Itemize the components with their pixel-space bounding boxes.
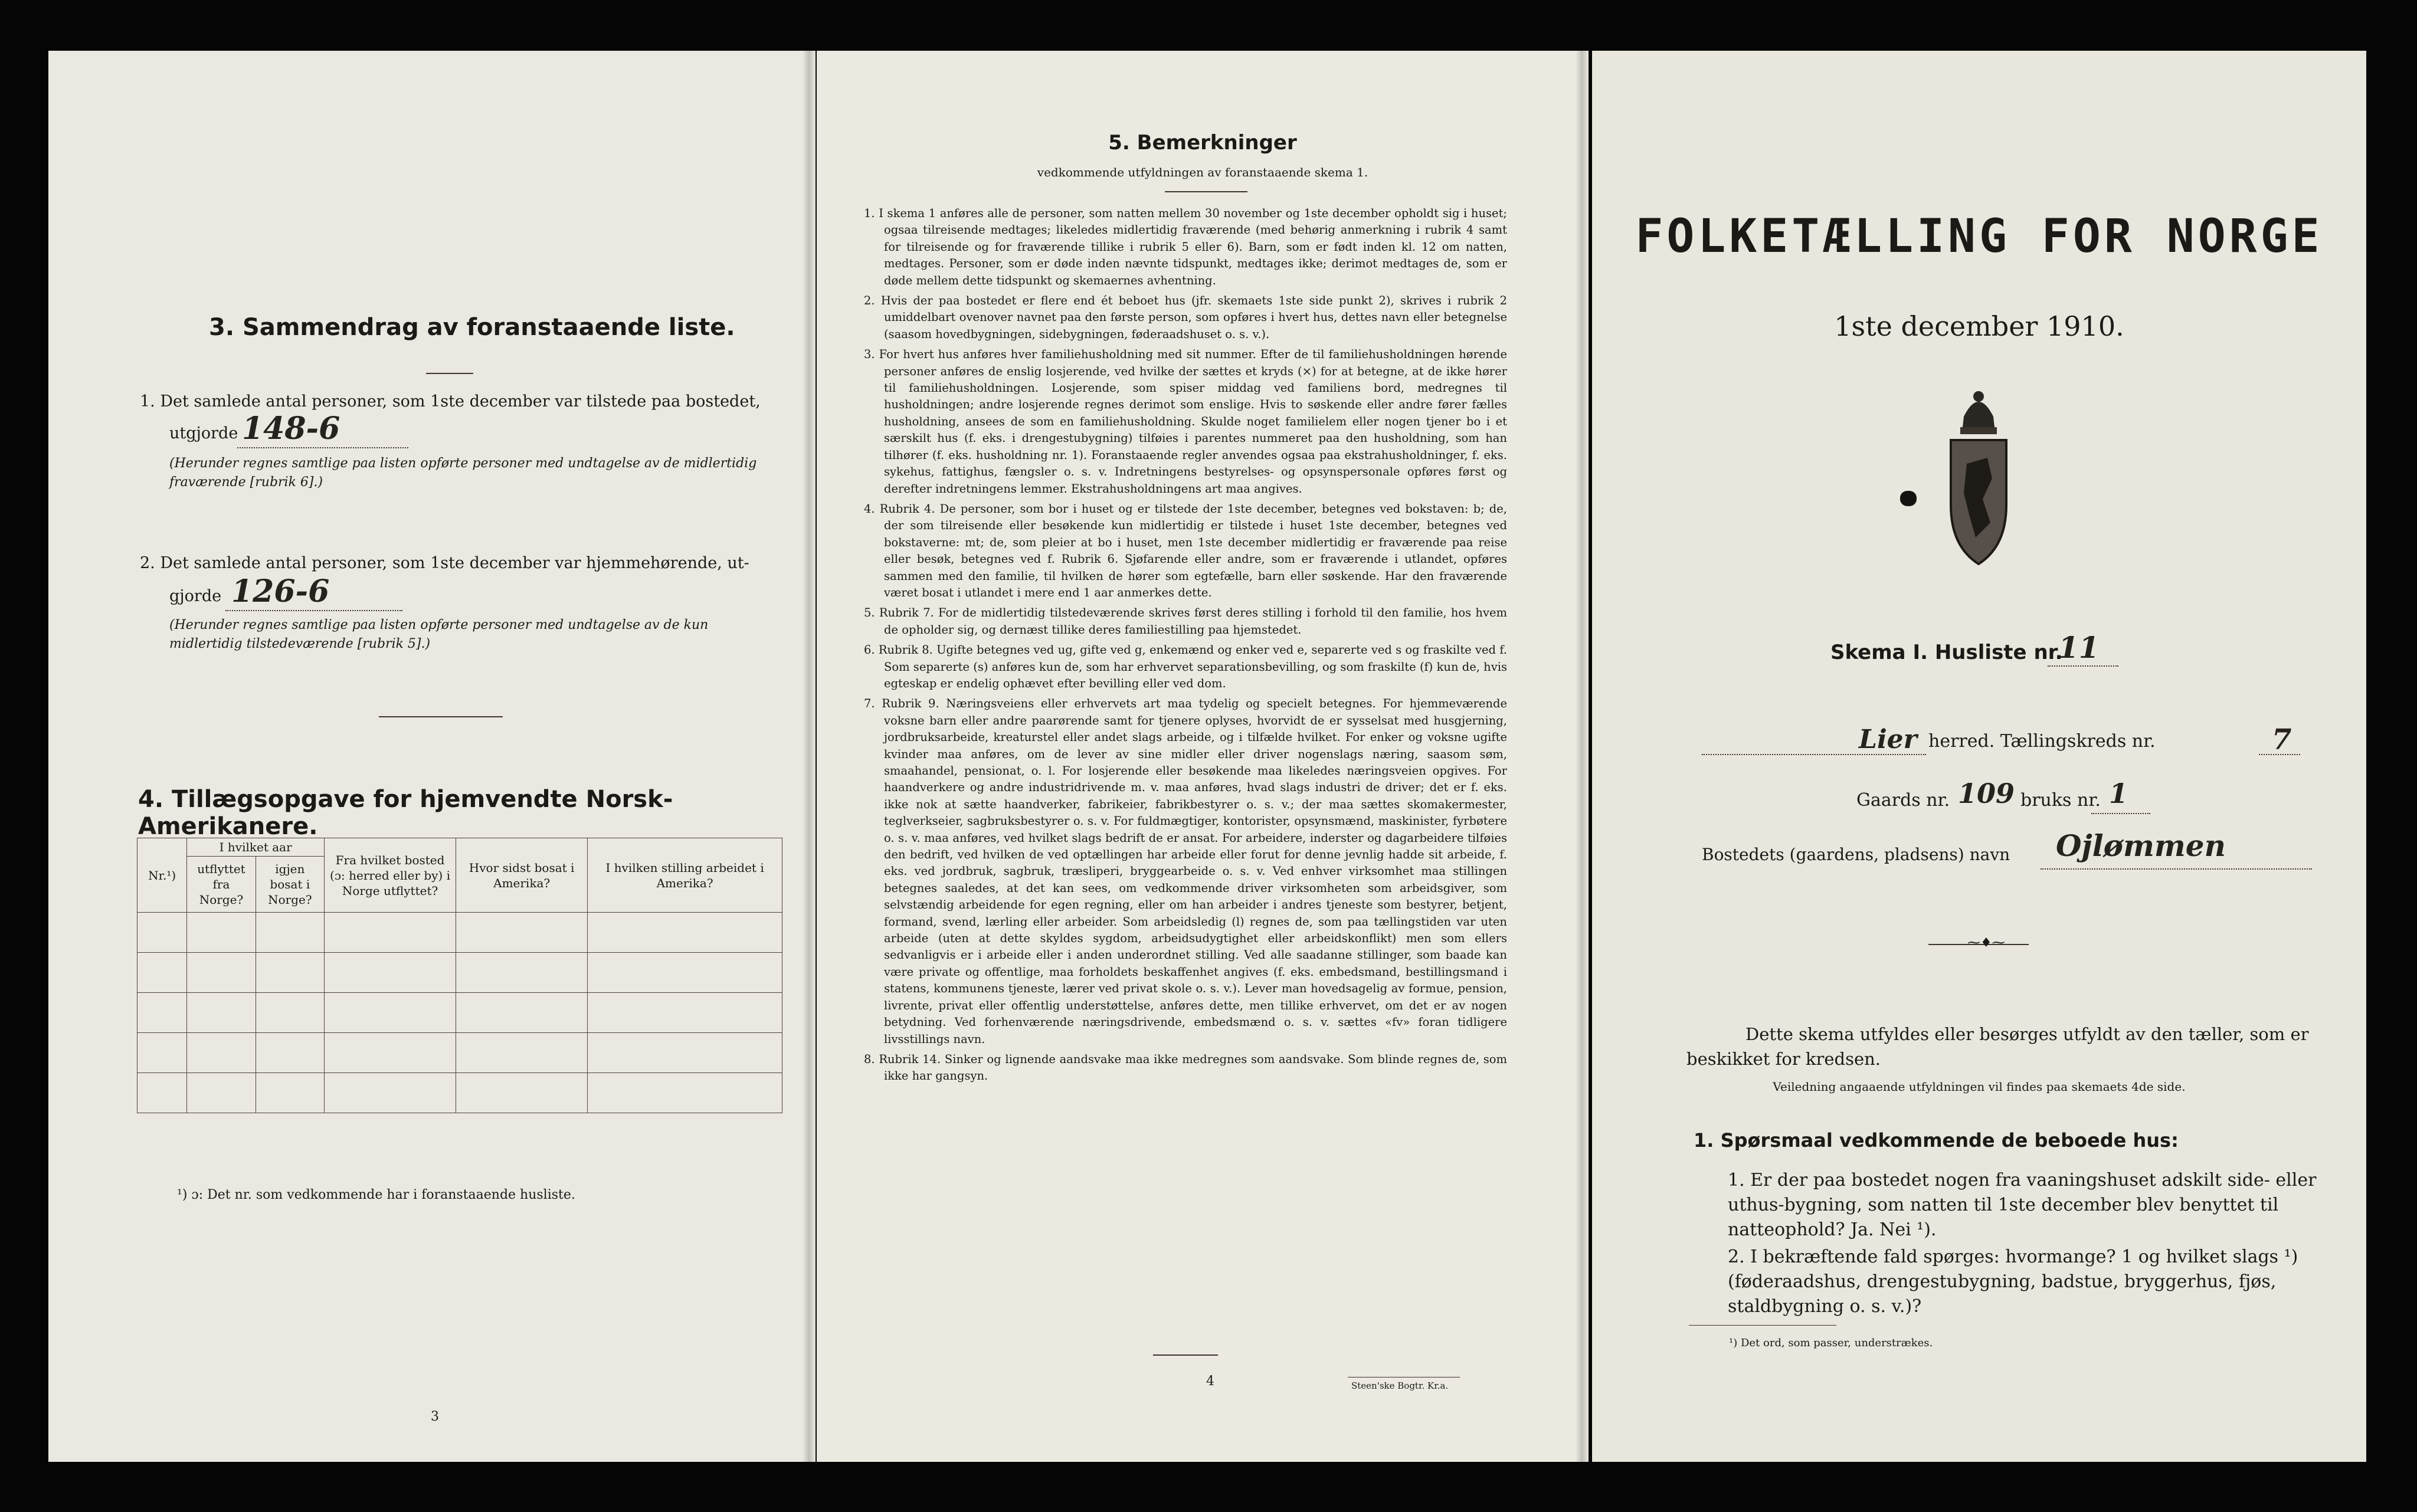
page-fold bbox=[803, 51, 816, 1462]
remark-6: 6. Rubrik 8. Ugifte betegnes ved ug, gifte ved g, enkemænd og enker ved e, separerte ved s og fraskilte ved f. Som separerte (s) anføres kun de, som har erhvervet separationsbevilling, og som fraskilte (f) kun de, hvis egteskap er endelig ophævet efter bevilling eller ved dom. bbox=[864, 643, 1507, 690]
page-fold bbox=[1576, 51, 1589, 1462]
dotted-line bbox=[2048, 665, 2118, 667]
gaards-label: Gaards nr. bbox=[1856, 790, 1950, 811]
bosted-label: Bostedets (gaardens, pladsens) navn bbox=[1702, 845, 2010, 864]
divider bbox=[1153, 1354, 1218, 1356]
remark-2: 2. Hvis der paa bostedet er flere end ét beboet hus (jfr. skemaets 1ste side punkt 2), skrives i rubrik 2 umiddelbart ovenover navnet paa den første person, som opføres i hvert hus, dettes navn eller betegnelse (saasom hovedbygningen, sidebygningen, føderaadshuset o. s. v.). bbox=[864, 294, 1507, 341]
footnote-rule bbox=[1689, 1325, 1836, 1326]
item-2-note: (Herunder regnes samtlige paa listen opførte personer med undtagelse av de kun midlertidig tilstedeværende [rubrik 5].) bbox=[169, 618, 709, 651]
section-4-title: 4. Tillægsopgave for hjemvendte Norsk-Amerikanere. bbox=[138, 786, 673, 840]
remarks-subtitle: vedkommende utfyldningen av foranstaaende skema 1. bbox=[1037, 165, 1368, 179]
item-2-label: gjorde bbox=[169, 587, 222, 605]
col-igjen: igjen bosat i Norge? bbox=[256, 857, 324, 913]
norsk-amerikanere-table bbox=[137, 838, 782, 1113]
page-4 bbox=[817, 51, 1589, 1462]
remarks-list bbox=[864, 205, 1507, 1088]
remark-5: 5. Rubrik 7. For de midlertidig tilstedeværende skrives først deres stilling i forhold til den familie, hos hvem de opholder sig, og dernæst tillike deres familiestilling paa hjemstedet. bbox=[864, 606, 1507, 637]
question-1: 1. Er der paa bostedet nogen fra vaaningshuset adskilt side- eller uthus-bygning, som natten til 1ste december blev benyttet til natteophold? Ja. Nei ¹). bbox=[1728, 1170, 2317, 1240]
bruks-number: 1 bbox=[2109, 778, 2128, 809]
remark-7: 7. Rubrik 9. Næringsveiens eller erhvervets art maa tydelig og specielt betegnes. For hjemmeværende voksne barn eller andre paarørende samt for tjenere oplyses, hvorvidt de er sysselsat med husgjerning, jordbruksarbeide, kreaturstel eller andet slags arbeide, og i tilfælde hvilket. For enker og voksne ugifte kvinder maa anføres, om de lever av sine midler eller driver nogenslags næring, saasom søm, smaahandel, pensionat, o. l. For losjerende eller besøkende maa likeledes næringsveien opgives. For haandverkere og andre industridrivende m. v. maa anføres, hvad slags industri de driver; det er f. eks. ikke nok at sætte haandverker, fabrikeier, fabrikbestyrer o. s. v.; der maa sættes skomakermester, teglverkseier, sagbruksbestyrer o. s. v. For fuldmægtiger, kontorister, opsynsmænd, maskinister, fyrbøtere o. s. v. maa anføres, ved hvilket slags bedrift de er ansat. For arbeidere, inderster og dagarbeidere tilføies den bedrift, ved hvilken de ved optællingen har arbeide eller forut for denne jevnlig hadde sit arbeide, f. eks. ved jordbruk, sagbruk, træsliperi, bryggearbeide o. s. v. Ved enhver virksomhet maa stillingen betegnes saaledes, at det kan sees, om vedkommende driver virksomheten som arbeidsgiver, som selvstændig arbeidende for egen regning, eller om han arbeider i andres tjeneste som bestyrer, betjent, formand, svend, lærling eller arbeider. Som arbeidsledig (l) regnes de, som paa tællingstiden var uten arbeide (uten at dette skyldes sygdom, arbeidsudygtighet eller arbeidskonflikt) men som ellers sedvanligvis er i arbeide eller i anden underordnet stilling. Ved alle saadanne stillinger, som baade kan være private og offentlige, maa forholdets beskaffenhet angives (f. eks. embedsmand, bestillingsmand i statens, kommunens tjeneste, lærer ved privat skole o. s. v.). Lever man hovedsagelig av formue, pension, livrente, privat eller offentlig understøttelse, anføres dette, men tillike erhvervet, om det er av nogen betydning. Ved forhenværende næringsdrivende, embedsmænd o. s. v. sættes «fv» foran tidligere livsstillings navn. bbox=[864, 697, 1507, 1046]
question-2: 2. I bekræftende fald spørges: hvormange? 1 og hvilket slags ¹) (føderaadshus, drengestubygning, badstue, bryggerhus, fjøs, staldbygning o. s. v.)? bbox=[1728, 1247, 2298, 1317]
col-hvor: Hvor sidst bosat i Amerika? bbox=[456, 838, 588, 913]
table-row bbox=[137, 993, 782, 1033]
skema-label: Skema I. Husliste nr. bbox=[1830, 641, 2063, 664]
dotted-line bbox=[225, 610, 402, 611]
col-stilling: I hvilken stilling arbeidet i Amerika? bbox=[588, 838, 782, 913]
ink-blot bbox=[1900, 491, 1917, 506]
summary-item-1: 1. Det samlede antal personer, som 1ste december var tilstede paa bostedet, bbox=[140, 392, 761, 411]
item-1-note: (Herunder regnes samtlige paa listen opførte personer med undtagelse av de midlertidig fraværende [rubrik 6].) bbox=[169, 456, 757, 490]
husliste-number: 11 bbox=[2058, 630, 2100, 665]
footnote: ¹) ɔ: Det nr. som vedkommende har i foranstaaende husliste. bbox=[177, 1188, 575, 1202]
dotted-line bbox=[2041, 868, 2312, 870]
census-title: FOLKETÆLLING FOR NORGE bbox=[1635, 210, 2323, 263]
remark-8: 8. Rubrik 14. Sinker og lignende aandsvake maa ikke medregnes som aandsvake. Som blinde regnes de, som ikke har gangsyn. bbox=[864, 1052, 1507, 1083]
census-date: 1ste december 1910. bbox=[1834, 310, 2124, 342]
page-1 bbox=[1592, 51, 2366, 1462]
table-row bbox=[137, 1033, 782, 1073]
info-text: Dette skema utfyldes eller besørges utfyldt av den tæller, som er beskikket for kredsen. bbox=[1686, 1024, 2309, 1069]
remarks-title: 5. Bemerkninger bbox=[1108, 131, 1297, 155]
item-1-label: utgjorde bbox=[169, 424, 238, 442]
table-row bbox=[137, 953, 782, 993]
printer-credit: Steen'ske Bogtr. Kr.a. bbox=[1351, 1380, 1449, 1391]
item-2-value: 126-6 bbox=[231, 573, 330, 609]
table-row bbox=[137, 913, 782, 953]
divider bbox=[1165, 191, 1247, 192]
gaards-number: 109 bbox=[1958, 778, 2015, 809]
col-utflyttet: utflyttet fra Norge? bbox=[187, 857, 256, 913]
col-year-group: I hvilket aar bbox=[187, 838, 325, 857]
kreds-number: 7 bbox=[2272, 723, 2292, 756]
item-1-value: 148-6 bbox=[242, 411, 340, 447]
remark-3: 3. For hvert hus anføres hver familiehusholdning med sit nummer. Efter de til familiehusholdningen hørende personer anføres de enslig losjerende, ved hvilke der sættes et kryds (×) for at betegne, at de ikke hører til familiehusholdningen. Losjerende, som spiser middag ved familiens bord, medregnes til husholdningen; andre losjerende regnes derimot som enslige. Hvis to søskende eller andre fører fælles husholdning, ansees de som en familiehusholdning. Skulde noget familielem eller nogen tjener bo i et særskilt hus (f. eks. i drengestubygning) tilføies i parentes nummeret paa den husholdning, som han tilhører (f. eks. husholdning nr. 1). Foranstaaende regler anvendes ogsaa paa ekstrahusholdninger, f. eks. sykehus, fattighus, fængsler o. s. v. Indretningens bestyrelses- og opsynspersonale opføres først og derefter indretningens lemmer. Ekstrahusholdningens art maa angives. bbox=[864, 347, 1507, 496]
ornament-icon: ⁓♦⁓ bbox=[1967, 936, 2005, 950]
col-fra: Fra hvilket bosted (ɔ: herred eller by) i Norge utflyttet? bbox=[325, 838, 456, 913]
page-number: 3 bbox=[431, 1409, 439, 1424]
herred-label: herred. Tællingskreds nr. bbox=[1928, 731, 2156, 752]
page-number: 4 bbox=[1206, 1374, 1214, 1389]
summary-item-2: 2. Det samlede antal personer, som 1ste december var hjemmehørende, ut- bbox=[140, 554, 749, 572]
remark-1: 1. I skema 1 anføres alle de personer, som natten mellem 30 november og 1ste december opholdt sig i huset; ogsaa tilreisende medtages; likeledes midlertidig fraværende (med behørig anmerkning i rubrik 4 samt for tilreisende og for fraværende tillike i rubrik 5 eller 6). Barn, som er født inden kl. 12 om natten, medtages. Personer, som er døde inden nævnte tidspunkt, medtages ikke; derimot medtages de, som er døde mellem dette tidspunkt og skemaernes avhentning. bbox=[864, 206, 1507, 287]
herred-value: Lier bbox=[1859, 724, 1917, 755]
coat-of-arms-icon bbox=[1940, 375, 2017, 588]
question-section-title: 1. Spørsmaal vedkommende de beboede hus: bbox=[1694, 1129, 2179, 1152]
table-row bbox=[137, 1073, 782, 1113]
page-3 bbox=[48, 51, 816, 1462]
dotted-line bbox=[2259, 754, 2300, 755]
section-3-title: 3. Sammendrag av foranstaaende liste. bbox=[209, 314, 735, 341]
dotted-line bbox=[237, 447, 408, 448]
remark-4: 4. Rubrik 4. De personer, som bor i huset og er tilstede der 1ste december, betegnes ved bokstaven: b; de, der som tilreisende eller besøkende kun midlertidig er tilstede i huset 1ste december, betegnes ved bokstaverne: mt; de, som pleier at bo i huset, men 1ste december midlertidig er fraværende paa reise eller besøk, betegnes ved f. Rubrik 6. Sjøfarende eller andre, som er fraværende i utlandet, opføres sammen med den familie, til hvilken de hører som egtefælle, barn eller søskende. Har den fraværende været bosat i utlandet i mere end 1 aar anmerkes dette. bbox=[864, 501, 1507, 599]
info-note: Veiledning angaaende utfyldningen vil findes paa skemaets 4de side. bbox=[1773, 1080, 2186, 1094]
divider bbox=[426, 373, 473, 374]
col-nr: Nr.¹) bbox=[137, 838, 187, 913]
bosted-value: Ojlømmen bbox=[2056, 828, 2226, 863]
dotted-line bbox=[2091, 813, 2150, 814]
divider bbox=[379, 716, 503, 717]
bruks-label: bruks nr. bbox=[2020, 790, 2101, 811]
footnote: ¹) Det ord, som passer, understrækes. bbox=[1729, 1337, 1933, 1349]
